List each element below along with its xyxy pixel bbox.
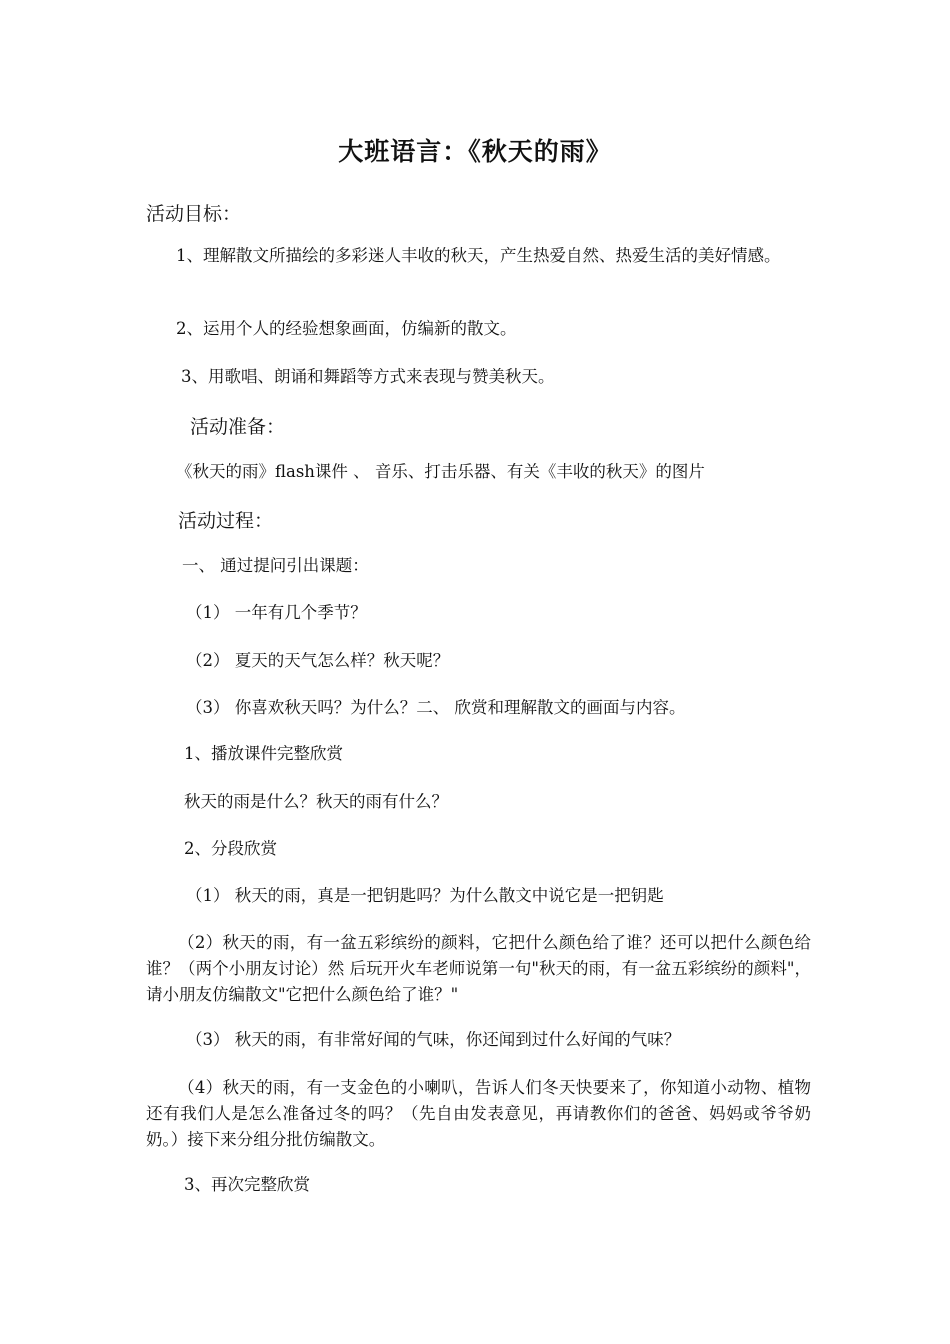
segment-2: （2）秋天的雨，有一盆五彩缤纷的颜料，它把什么颜色给了谁？还可以把什么颜色给谁？（两个小朋友讨论）然 后玩开火车老师说第一句"秋天的雨，有一盆五彩缤纷的颜料"，请小朋友仿编散文"它把什么颜色给了谁？" <box>146 933 811 1004</box>
prep-text: 《秋天的雨》flash课件 、 音乐、打击乐器、有关《丰收的秋天》的图片 <box>176 462 705 481</box>
prep-heading: 活动准备： <box>190 416 286 438</box>
question-2: （2） 夏天的天气怎么样？秋天呢？ <box>186 651 450 670</box>
segment-4: （4）秋天的雨，有一支金色的小喇叭，告诉人们冬天快要来了，你知道小动物、植物还有我们人是怎么准备过冬的吗？（先自由发表意见，再请教你们的爸爸、妈妈或爷爷奶奶。）接下来分组分批仿编散文。 <box>146 1078 811 1149</box>
segment-1: （1） 秋天的雨，真是一把钥匙吗？为什么散文中说它是一把钥匙 <box>186 886 664 905</box>
segment-3: （3） 秋天的雨，有非常好闻的气味，你还闻到过什么好闻的气味？ <box>186 1030 681 1049</box>
goal-item-2: 2、运用个人的经验想象画面，仿编新的散文。 <box>176 319 517 338</box>
sub-step-1-question: 秋天的雨是什么？秋天的雨有什么？ <box>184 792 448 811</box>
goals-heading: 活动目标： <box>146 203 242 225</box>
sub-step-2: 2、分段欣赏 <box>184 839 277 858</box>
goal-item-1: 1、理解散文所描绘的多彩迷人丰收的秋天，产生热爱自然、热爱生活的美好情感。 <box>176 246 781 265</box>
question-3: （3） 你喜欢秋天吗？为什么？二、 欣赏和理解散文的画面与内容。 <box>186 698 686 717</box>
step-1: 一、 通过提问引出课题： <box>182 556 369 575</box>
goal-item-3: 3、用歌唱、朗诵和舞蹈等方式来表现与赞美秋天。 <box>181 367 555 386</box>
process-heading: 活动过程： <box>178 510 274 532</box>
sub-step-3: 3、再次完整欣赏 <box>184 1175 310 1194</box>
document-title: 大班语言：《秋天的雨》 <box>338 137 612 166</box>
sub-step-1: 1、播放课件完整欣赏 <box>184 744 343 763</box>
question-1: （1） 一年有几个季节？ <box>186 603 367 622</box>
